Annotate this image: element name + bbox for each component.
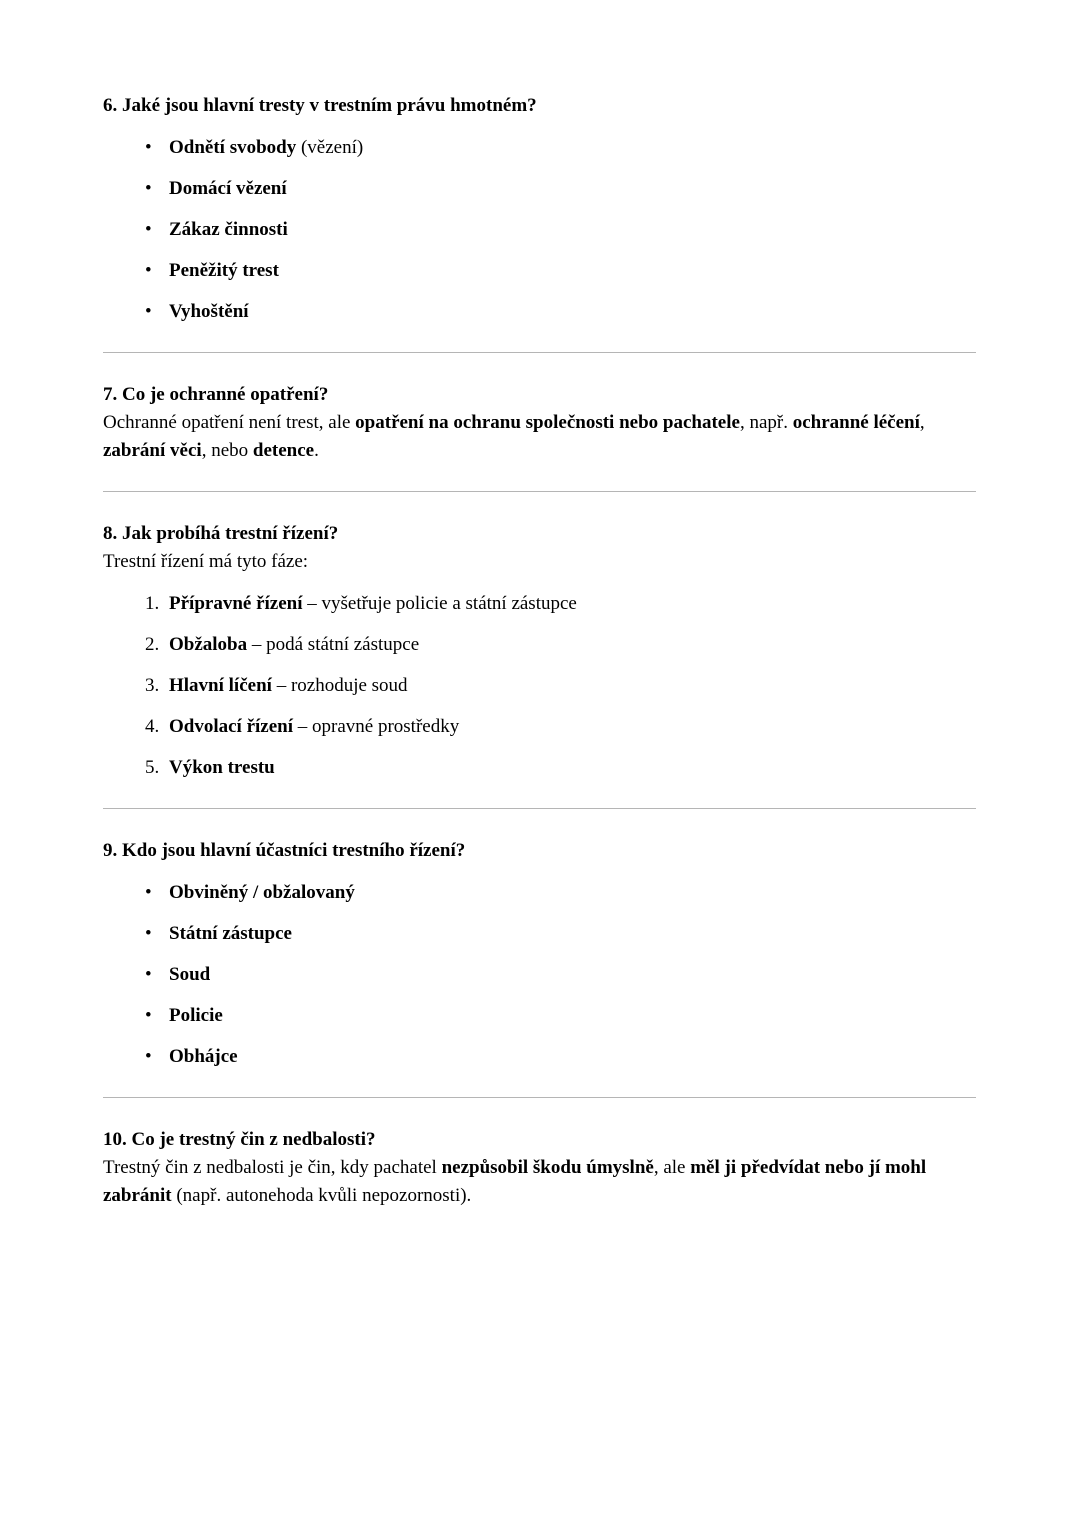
number-marker: 1.: [145, 593, 160, 614]
section-q7: [103, 381, 976, 465]
list-item: [145, 961, 976, 989]
bullet-marker: •: [145, 882, 152, 903]
item-term: Odvolací řízení: [169, 716, 294, 737]
bullet-marker: •: [145, 1005, 152, 1026]
item-text: [169, 920, 292, 948]
item-text: [169, 134, 363, 162]
numbered-list: [145, 590, 976, 782]
list-item: [145, 298, 976, 326]
bullet-marker: •: [145, 1046, 152, 1067]
item-note: (vězení): [296, 137, 364, 158]
item-term: Výkon trestu: [169, 757, 275, 778]
text-segment-bold: zabrání věci: [103, 440, 202, 461]
text-segment-bold: ochranné léčení: [792, 412, 920, 433]
number-marker: 4.: [145, 716, 160, 737]
item-text: [169, 1002, 223, 1030]
item-text: [169, 216, 288, 244]
text-segment-bold: měl ji předvídat nebo jí mohl zabránit: [103, 1157, 927, 1206]
list-item: [145, 754, 976, 782]
item-term: Obviněný / obžalovaný: [169, 882, 355, 903]
item-term: Přípravné řízení: [169, 593, 303, 614]
list-item: [145, 920, 976, 948]
question-heading: 7. Co je ochranné opatření?: [103, 384, 329, 405]
list-item: [145, 713, 976, 741]
item-text: [169, 590, 577, 618]
item-term: Peněžitý trest: [169, 260, 279, 281]
item-term: Obhájce: [169, 1046, 238, 1067]
question-heading: 8. Jak probíhá trestní řízení?: [103, 523, 339, 544]
list-item: [145, 134, 976, 162]
section-q9: [103, 837, 976, 1071]
item-term: Vyhoštění: [169, 301, 249, 322]
item-term: Policie: [169, 1005, 223, 1026]
section-q8: [103, 520, 976, 782]
bullet-marker: •: [145, 137, 152, 158]
item-term: Soud: [169, 964, 211, 985]
text-segment: (např. autonehoda kvůli nepozornosti).: [171, 1185, 472, 1206]
number-marker: 2.: [145, 634, 160, 655]
text-segment-bold: detence: [252, 440, 315, 461]
bullet-marker: •: [145, 219, 152, 240]
section-divider: [103, 1097, 976, 1098]
section-divider: [103, 808, 976, 809]
bullet-marker: •: [145, 301, 152, 322]
bullet-list: [145, 134, 976, 326]
list-item: [145, 1043, 976, 1071]
item-term: Hlavní líčení: [169, 675, 272, 696]
question-heading: 9. Kdo jsou hlavní účastníci trestního řízení?: [103, 840, 466, 861]
item-text: [169, 631, 419, 659]
list-item: [145, 672, 976, 700]
section-divider: [103, 491, 976, 492]
list-item: [145, 631, 976, 659]
number-marker: 3.: [145, 675, 160, 696]
text-segment: ,: [919, 412, 925, 433]
bullet-list: [145, 879, 976, 1071]
text-segment: .: [314, 440, 319, 461]
section-q10: [103, 1126, 976, 1210]
answer-paragraph: [103, 409, 976, 465]
text-segment: , např.: [739, 412, 793, 433]
item-text: [169, 672, 408, 700]
answer-paragraph: [103, 1154, 976, 1210]
list-item: [145, 257, 976, 285]
bullet-marker: •: [145, 178, 152, 199]
item-note: – opravné prostředky: [293, 716, 460, 737]
bullet-marker: •: [145, 923, 152, 944]
item-text: [169, 754, 275, 782]
text-segment: , ale: [653, 1157, 691, 1178]
item-text: [169, 257, 279, 285]
item-note: – vyšetřuje policie a státní zástupce: [302, 593, 577, 614]
question-heading: 6. Jaké jsou hlavní tresty v trestním právu hmotném?: [103, 95, 537, 116]
list-item: [145, 590, 976, 618]
item-text: [169, 175, 287, 203]
item-text: [169, 879, 355, 907]
bullet-marker: •: [145, 260, 152, 281]
item-note: – rozhoduje soud: [271, 675, 408, 696]
item-note: – podá státní zástupce: [247, 634, 420, 655]
item-term: Odnětí svobody: [169, 137, 297, 158]
text-segment-bold: nezpůsobil škodu úmyslně: [441, 1157, 654, 1178]
question-heading: 10. Co je trestný čin z nedbalosti?: [103, 1129, 376, 1150]
list-item: [145, 175, 976, 203]
section-divider: [103, 352, 976, 353]
item-text: [169, 961, 210, 989]
item-text: [169, 1043, 238, 1071]
answer-intro: Trestní řízení má tyto fáze:: [103, 551, 309, 572]
text-segment-bold: opatření na ochranu společnosti nebo pachatele: [355, 412, 740, 433]
list-item: [145, 1002, 976, 1030]
bullet-marker: •: [145, 964, 152, 985]
section-q6: [103, 92, 976, 326]
item-term: Obžaloba: [169, 634, 248, 655]
item-term: Domácí vězení: [169, 178, 287, 199]
list-item: [145, 216, 976, 244]
item-text: [169, 713, 459, 741]
text-segment: Trestný čin z nedbalosti je čin, kdy pachatel: [103, 1157, 442, 1178]
item-term: Zákaz činnosti: [169, 219, 288, 240]
item-term: Státní zástupce: [169, 923, 292, 944]
number-marker: 5.: [145, 757, 160, 778]
item-text: [169, 298, 249, 326]
text-segment: , nebo: [201, 440, 253, 461]
text-segment: Ochranné opatření není trest, ale: [103, 412, 356, 433]
list-item: [145, 879, 976, 907]
